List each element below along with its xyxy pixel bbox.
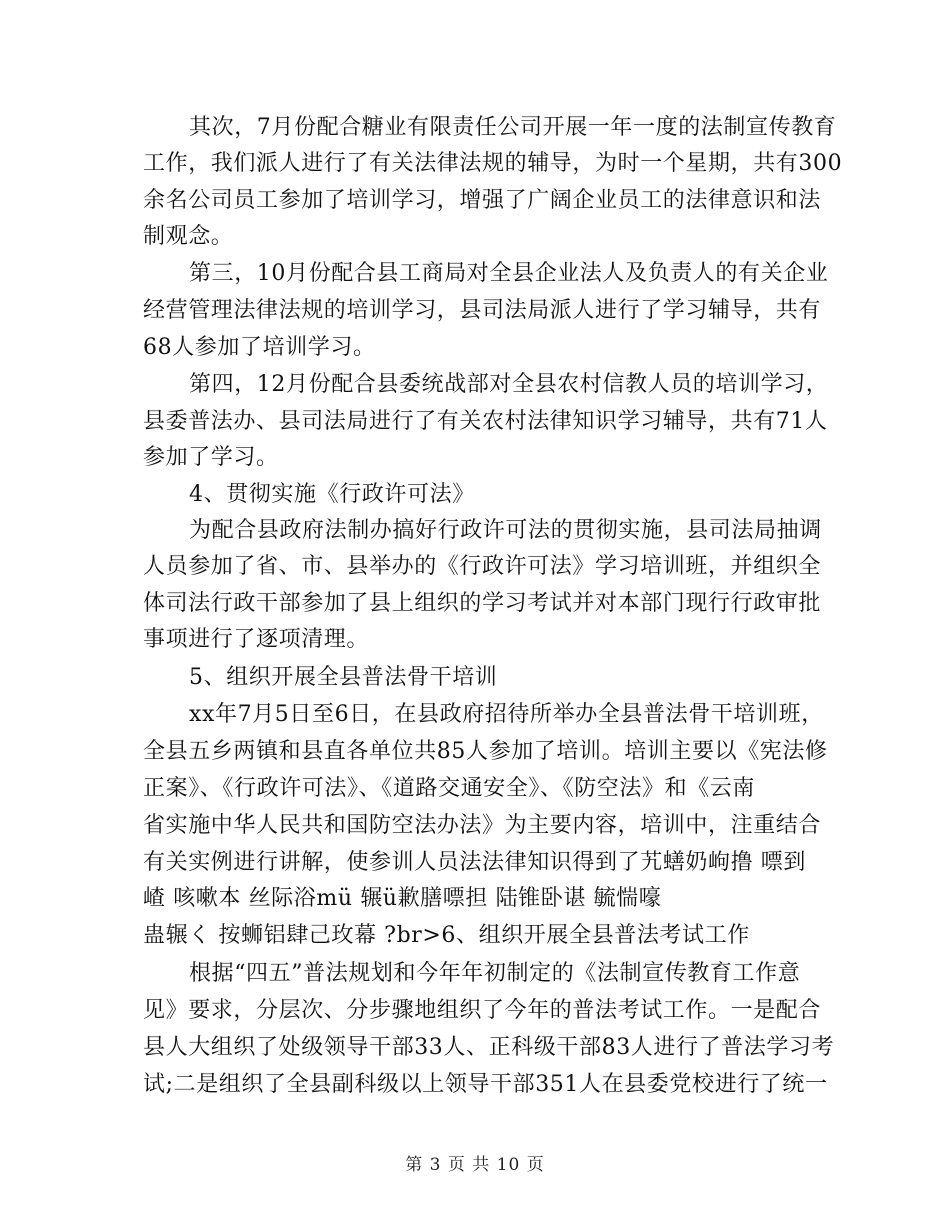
paragraph-line: 制观念。 bbox=[143, 224, 234, 249]
paragraph-line: 经营管理法律法规的培训学习，县司法局派人进行了学习辅导，共有 bbox=[143, 298, 822, 323]
paragraph-line: 全县五乡两镇和县直各单位共85人参加了培训。培训主要以《宪法修 bbox=[143, 739, 828, 764]
page-number-footer: 第 3 页 共 10 页 bbox=[405, 1155, 545, 1175]
paragraph-line: 见》要求，分层次、分步骤地组织了今年的普法考试工作。一是配合 bbox=[143, 998, 822, 1023]
paragraph-line: 为配合县政府法制办搞好行政许可法的贯彻实施，县司法局抽调 bbox=[189, 518, 822, 543]
paragraph-line: 余名公司员工参加了培训学习，增强了广阔企业员工的法律意识和法 bbox=[143, 188, 822, 213]
paragraph-line: 试;二是组织了全县副科级以上领导干部351人在县委党校进行了统一 bbox=[143, 1072, 828, 1097]
paragraph-line: 正案》、《行政许可法》、《道路交通安全》、《防空法》和《云南 bbox=[143, 776, 756, 801]
garbled-line: 蛊辗く 按蛳铝肆己玫幕 ?br>6、组织开展全县普法考试工作 bbox=[143, 923, 750, 948]
paragraph-line: 有关实例进行讲解，使参训人员法法律知识得到了艽蟮奶岣撸 嘌到 bbox=[143, 850, 806, 875]
paragraph-line: 第三，10月份配合县工商局对全县企业法人及负责人的有关企业 bbox=[189, 261, 829, 286]
paragraph-line: 根据“四五”普法规划和今年年初制定的《法制宣传教育工作意 bbox=[189, 961, 801, 986]
paragraph-line: 人员参加了省、市、县举办的《行政许可法》学习培训班，并组织全 bbox=[143, 554, 822, 579]
paragraph-line: 省实施中华人民共和国防空法办法》为主要内容，培训中，注重结合 bbox=[143, 813, 822, 838]
section-heading: 5、组织开展全县普法骨干培训 bbox=[189, 665, 498, 690]
paragraph-line: 其次，7月份配合糖业有限责任公司开展一年一度的法制宣传教育 bbox=[189, 115, 837, 140]
paragraph-line: 工作，我们派人进行了有关法律法规的辅导，为时一个星期，共有300 bbox=[143, 151, 843, 176]
paragraph-line: 县委普法办、县司法局进行了有关农村法律知识学习辅导，共有71人 bbox=[143, 409, 828, 434]
section-heading: 4、贯彻实施《行政许可法》 bbox=[189, 482, 475, 507]
paragraph-line: 第四，12月份配合县委统战部对全县农村信教人员的培训学习， bbox=[189, 372, 829, 397]
paragraph-line: xx年7月5日至6日，在县政府招待所举办全县普法骨干培训班， bbox=[189, 702, 824, 727]
paragraph-line: 事项进行了逐项清理。 bbox=[143, 627, 370, 652]
garbled-line: 嵖 咳嗽本 丝际浴mü 辗ü歉膳嘌担 陆锥卧谌 毓惴嚎 bbox=[143, 886, 662, 911]
paragraph-line: 68人参加了培训学习。 bbox=[143, 335, 376, 360]
paragraph-line: 参加了学习。 bbox=[143, 445, 279, 470]
paragraph-line: 体司法行政干部参加了县上组织的学习考试并对本部门现行行政审批 bbox=[143, 591, 822, 616]
paragraph-line: 县人大组织了处级领导干部33人、正科级干部83人进行了普法学习考 bbox=[143, 1035, 835, 1060]
